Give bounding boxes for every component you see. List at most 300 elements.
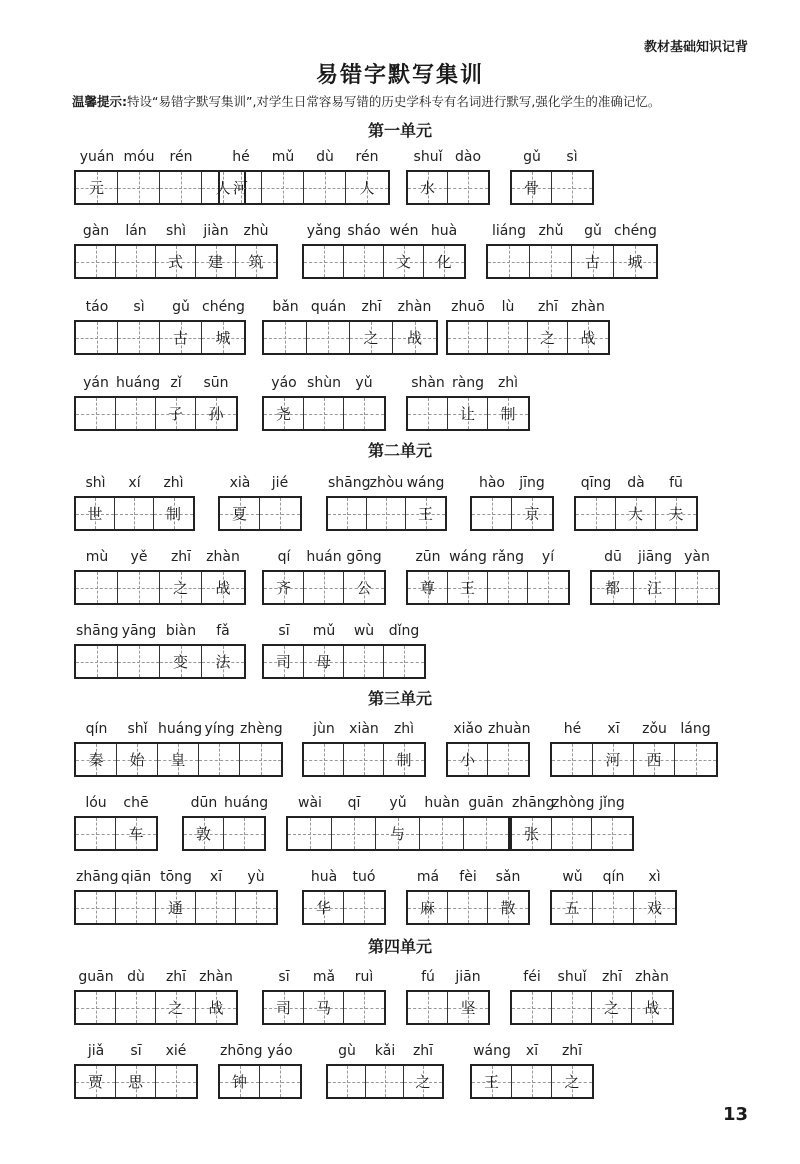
blank-char-cell[interactable] [512, 1066, 552, 1097]
pinyin-syllable: dù [127, 969, 145, 985]
pinyin-syllable: shàn [411, 375, 445, 391]
pinyin-syllable: yáo [267, 1043, 293, 1059]
pinyin-syllable: lóu [85, 795, 107, 811]
pinyin-syllable: shǐ [127, 721, 148, 737]
pinyin-syllable: wén [389, 223, 419, 239]
pinyin-line [448, 718, 531, 740]
given-char-cell [76, 1066, 116, 1097]
given-char: 战 [215, 579, 231, 597]
blank-char-cell[interactable] [118, 322, 160, 353]
given-char: 王 [417, 505, 433, 523]
pinyin-syllable: gǔ [584, 223, 602, 239]
blank-char-cell[interactable] [464, 818, 508, 849]
given-char: 敦 [195, 825, 211, 843]
pinyin-line [576, 472, 696, 494]
given-char-cell [552, 1066, 592, 1097]
blank-char-cell[interactable] [530, 246, 572, 277]
blank-char-cell[interactable] [76, 892, 116, 923]
given-char: 贾 [87, 1073, 103, 1091]
blank-char-cell[interactable] [448, 322, 488, 353]
pinyin-syllable: xié [165, 1043, 187, 1059]
pinyin-syllable: hé [232, 149, 250, 165]
pinyin-line [220, 146, 388, 168]
blank-char-cell[interactable] [328, 1066, 366, 1097]
pinyin-syllable: yáo [271, 375, 297, 391]
pinyin-line [264, 966, 384, 988]
given-char-cell [156, 992, 196, 1023]
given-char-cell [592, 992, 632, 1023]
given-char-cell [512, 498, 552, 529]
given-char-cell [408, 572, 448, 603]
blank-char-cell[interactable] [592, 818, 632, 849]
tianzige-grid [74, 742, 283, 777]
pinyin-syllable: mù [85, 549, 109, 565]
pinyin-syllable: zūn [415, 549, 441, 565]
given-char-cell [592, 572, 634, 603]
pinyin-line [76, 546, 244, 568]
unit-heading: 第一单元 [367, 121, 432, 140]
blank-char-cell[interactable] [76, 398, 116, 429]
given-char-cell [472, 1066, 512, 1097]
given-char: 人 [215, 179, 231, 197]
given-char-cell [184, 818, 224, 849]
tianzige-grid [550, 890, 677, 925]
given-char: 小 [459, 751, 475, 769]
pinyin-syllable: sūn [203, 375, 229, 391]
given-char-cell [568, 322, 608, 353]
tianzige-grid [406, 890, 530, 925]
pinyin-syllable: zhòng [552, 795, 595, 811]
pinyin-syllable: yǔ [355, 375, 373, 391]
given-char-cell [593, 744, 634, 775]
blank-char-cell[interactable] [224, 818, 264, 849]
pinyin-syllable: dǐng [388, 623, 420, 639]
pinyin-syllable: wǔ [562, 869, 583, 885]
blank-char-cell[interactable] [408, 992, 448, 1023]
given-char: 司 [275, 653, 291, 671]
pinyin-line [472, 472, 552, 494]
given-char: 制 [396, 751, 412, 769]
pinyin-syllable: wù [353, 623, 375, 639]
given-char-cell [634, 572, 676, 603]
blank-char-cell[interactable] [196, 892, 236, 923]
blank-char-cell[interactable] [160, 172, 202, 203]
given-char-cell [304, 992, 344, 1023]
blank-char-cell[interactable] [76, 246, 116, 277]
given-char: 化 [436, 253, 452, 271]
pinyin-syllable: gōng [346, 549, 382, 565]
pinyin-syllable: chéng [202, 299, 245, 315]
blank-char-cell[interactable] [264, 322, 307, 353]
blank-char-cell[interactable] [528, 572, 568, 603]
given-char-cell [264, 992, 304, 1023]
pinyin-syllable: jié [271, 475, 289, 491]
pinyin-syllable: móu [123, 149, 155, 165]
given-char: 通 [167, 899, 183, 917]
tianzige-grid [446, 320, 610, 355]
pinyin-syllable: shuǐ [557, 969, 587, 985]
pinyin-syllable: fú [421, 969, 435, 985]
given-char-cell [634, 892, 675, 923]
given-char-cell [220, 498, 260, 529]
tianzige-grid [74, 1064, 198, 1099]
blank-char-cell[interactable] [76, 646, 118, 677]
given-char-cell [76, 498, 115, 529]
given-char-cell [160, 572, 202, 603]
blank-char-cell[interactable] [260, 498, 300, 529]
pinyin-syllable: yuán [79, 149, 115, 165]
pinyin-line [512, 966, 672, 988]
given-char-cell [408, 172, 448, 203]
blank-char-cell[interactable] [288, 818, 332, 849]
tianzige-grid [550, 742, 718, 777]
pinyin-syllable: ruì [354, 969, 374, 985]
pinyin-line [76, 372, 236, 394]
blank-char-cell[interactable] [366, 1066, 404, 1097]
blank-char-cell[interactable] [304, 172, 346, 203]
pinyin-syllable: jiān [455, 969, 481, 985]
given-char: 之 [167, 999, 183, 1017]
blank-char-cell[interactable] [156, 1066, 196, 1097]
blank-char-cell[interactable] [488, 246, 530, 277]
pinyin-syllable: wài [298, 795, 322, 811]
given-char: 张 [523, 825, 539, 843]
blank-char-cell[interactable] [448, 892, 488, 923]
pinyin-syllable: jùn [313, 721, 335, 737]
given-char: 之 [415, 1073, 431, 1091]
pinyin-line [76, 296, 244, 318]
blank-char-cell[interactable] [262, 172, 304, 203]
pinyin-line [220, 1040, 300, 1062]
pinyin-syllable: zhàn [571, 299, 605, 315]
given-char-cell [76, 172, 118, 203]
pinyin-syllable: mǎ [312, 969, 336, 985]
pinyin-line [76, 718, 281, 740]
blank-char-cell[interactable] [236, 892, 276, 923]
given-char: 皇 [170, 751, 186, 769]
blank-char-cell[interactable] [332, 818, 376, 849]
pinyin-syllable: zhī [412, 1043, 434, 1059]
given-char-cell [393, 322, 436, 353]
pinyin-syllable: qī [347, 795, 361, 811]
blank-char-cell[interactable] [344, 646, 384, 677]
pinyin-line [408, 966, 488, 988]
tianzige-grid [574, 496, 698, 531]
tianzige-grid [262, 990, 386, 1025]
pinyin-syllable: sī [278, 623, 290, 639]
blank-char-cell[interactable] [384, 646, 424, 677]
given-char-cell [614, 246, 656, 277]
given-char-cell [160, 646, 202, 677]
given-char-cell [512, 818, 552, 849]
pinyin-line [304, 220, 464, 242]
given-char: 河 [605, 751, 621, 769]
given-char-cell [634, 744, 675, 775]
pinyin-syllable: zhī [537, 299, 559, 315]
blank-char-cell[interactable] [307, 322, 350, 353]
blank-char-cell[interactable] [488, 572, 528, 603]
given-char: 思 [127, 1073, 143, 1091]
pinyin-syllable: gǔ [172, 299, 190, 315]
page-number: 13 [722, 1104, 748, 1125]
pinyin-syllable: yíng [204, 721, 235, 737]
pinyin-syllable: sì [566, 149, 578, 165]
blank-char-cell[interactable] [304, 744, 344, 775]
blank-char-cell[interactable] [304, 246, 344, 277]
pinyin-line [264, 546, 384, 568]
given-char: 之 [564, 1073, 580, 1091]
blank-char-cell[interactable] [448, 172, 488, 203]
pinyin-line [220, 472, 300, 494]
blank-char-cell[interactable] [552, 992, 592, 1023]
blank-char-cell[interactable] [676, 572, 718, 603]
given-char-cell [404, 1066, 442, 1097]
blank-char-cell[interactable] [344, 744, 384, 775]
given-char: 孙 [208, 405, 224, 423]
pinyin-line [552, 718, 716, 740]
blank-char-cell[interactable] [76, 818, 116, 849]
blank-char-cell[interactable] [472, 498, 512, 529]
given-char-cell [448, 572, 488, 603]
given-char-cell [656, 498, 696, 529]
pinyin-syllable: shāng [328, 475, 371, 491]
pinyin-syllable: yù [247, 869, 265, 885]
tianzige-grid [486, 244, 658, 279]
pinyin-syllable: ràng [451, 375, 485, 391]
pinyin-syllable: sháo [347, 223, 381, 239]
given-char: 大 [627, 505, 643, 523]
given-char: 之 [172, 579, 188, 597]
pinyin-syllable: yǎng [306, 223, 342, 239]
given-char: 马 [315, 999, 331, 1017]
given-char: 法 [215, 653, 231, 671]
pinyin-syllable: qīng [580, 475, 612, 491]
tianzige-grid [74, 644, 246, 679]
blank-char-cell[interactable] [199, 744, 240, 775]
blank-char-cell[interactable] [116, 246, 156, 277]
pinyin-syllable: shāng [76, 623, 119, 639]
tianzige-grid [326, 1064, 444, 1099]
given-char: 之 [539, 329, 555, 347]
given-char: 始 [129, 751, 145, 769]
given-char: 文 [395, 253, 411, 271]
pinyin-syllable: zhì [497, 375, 519, 391]
tip-body: 特设“易错字默写集训”,对学生日常容易写错的历史学科专有名词进行默写,强化学生的准确记忆。 [127, 94, 661, 109]
given-char: 古 [584, 253, 600, 271]
unit-heading: 第二单元 [367, 441, 432, 460]
blank-char-cell[interactable] [328, 498, 367, 529]
pinyin-syllable: gǔ [523, 149, 541, 165]
pinyin-syllable: shì [85, 475, 106, 491]
pinyin-syllable: qín [85, 721, 108, 737]
blank-char-cell[interactable] [512, 992, 552, 1023]
tianzige-grid [74, 396, 238, 431]
given-char: 尧 [275, 405, 291, 423]
pinyin-syllable: bǎn [272, 299, 299, 315]
given-char-cell [616, 498, 656, 529]
pinyin-syllable: zhī [165, 969, 187, 985]
given-char-cell [572, 246, 614, 277]
tianzige-grid [262, 644, 426, 679]
blank-char-cell[interactable] [488, 322, 528, 353]
pinyin-syllable: lán [125, 223, 147, 239]
pinyin-syllable: zhàn [397, 299, 432, 315]
given-char: 江 [646, 579, 662, 597]
pinyin-line [264, 296, 436, 318]
given-char: 秦 [88, 751, 104, 769]
pinyin-syllable: zhī [561, 1043, 583, 1059]
given-char: 与 [389, 825, 405, 843]
blank-char-cell[interactable] [260, 1066, 300, 1097]
pinyin-syllable: xí [128, 475, 141, 491]
pinyin-syllable: kǎi [374, 1043, 396, 1059]
pinyin-syllable: zhuō [451, 299, 485, 315]
pinyin-syllable: guān [468, 795, 504, 811]
pinyin-syllable: mǔ [271, 149, 295, 165]
tianzige-grid [446, 742, 530, 777]
tianzige-grid [262, 570, 386, 605]
pinyin-syllable: gù [338, 1043, 356, 1059]
given-char: 夫 [668, 505, 684, 523]
given-char: 尊 [419, 579, 435, 597]
given-char: 五 [564, 899, 580, 917]
given-char-cell [264, 646, 304, 677]
pinyin-syllable: fǎ [216, 623, 230, 639]
pinyin-syllable: láng [680, 721, 711, 737]
given-char: 河 [232, 179, 248, 197]
pinyin-syllable: sī [130, 1043, 142, 1059]
blank-char-cell[interactable] [240, 744, 281, 775]
blank-char-cell[interactable] [552, 172, 592, 203]
blank-char-cell[interactable] [118, 572, 160, 603]
pinyin-syllable: zhǔ [538, 223, 564, 239]
given-char-cell [76, 744, 117, 775]
tianzige-grid [510, 990, 674, 1025]
given-char: 制 [165, 505, 181, 523]
given-char: 城 [215, 329, 231, 347]
blank-char-cell[interactable] [304, 398, 344, 429]
pinyin-line [552, 866, 675, 888]
tianzige-grid [74, 570, 246, 605]
given-char-cell [408, 892, 448, 923]
given-char: 母 [315, 653, 331, 671]
given-char: 华 [315, 899, 331, 917]
blank-char-cell[interactable] [344, 398, 384, 429]
given-char-cell [116, 1066, 156, 1097]
pinyin-syllable: huáng [116, 375, 161, 391]
header-tag: 教材基础知识记背 [643, 40, 748, 55]
blank-char-cell[interactable] [116, 992, 156, 1023]
pinyin-syllable: xī [525, 1043, 539, 1059]
pinyin-syllable: hé [563, 721, 582, 737]
given-char: 式 [167, 253, 183, 271]
pinyin-syllable: qí [277, 549, 291, 565]
tianzige-grid [302, 890, 386, 925]
blank-char-cell[interactable] [344, 992, 384, 1023]
blank-char-cell[interactable] [552, 744, 593, 775]
tianzige-grid [218, 1064, 302, 1099]
blank-char-cell[interactable] [593, 892, 634, 923]
pinyin-line [76, 220, 276, 242]
given-char-cell [264, 398, 304, 429]
given-char: 司 [275, 999, 291, 1017]
tianzige-grid [262, 320, 438, 355]
blank-char-cell[interactable] [408, 398, 448, 429]
blank-char-cell[interactable] [115, 498, 154, 529]
given-char-cell [156, 246, 196, 277]
pinyin-syllable: tuó [352, 869, 376, 885]
pinyin-syllable: xià [229, 475, 251, 491]
blank-char-cell[interactable] [116, 398, 156, 429]
given-char-cell [220, 1066, 260, 1097]
pinyin-line [328, 472, 445, 494]
pinyin-line [264, 620, 424, 642]
given-char-cell [196, 992, 236, 1023]
pinyin-line [304, 718, 424, 740]
tianzige-grid [406, 170, 490, 205]
given-char-cell [552, 892, 593, 923]
blank-char-cell[interactable] [344, 246, 384, 277]
tianzige-grid [302, 244, 466, 279]
blank-char-cell[interactable] [118, 172, 160, 203]
blank-char-cell[interactable] [76, 992, 116, 1023]
pinyin-syllable: yě [130, 549, 148, 565]
given-char-cell [116, 818, 156, 849]
pinyin-syllable: qiān [120, 869, 152, 885]
given-char-cell [156, 892, 196, 923]
blank-char-cell[interactable] [76, 572, 118, 603]
blank-char-cell[interactable] [344, 892, 384, 923]
blank-char-cell[interactable] [675, 744, 716, 775]
pinyin-line [592, 546, 718, 568]
given-char-cell [304, 646, 344, 677]
tianzige-grid [406, 990, 490, 1025]
page-title: 易错字默写集训 [315, 63, 484, 88]
blank-char-cell[interactable] [420, 818, 464, 849]
given-char-cell [304, 892, 344, 923]
pinyin-syllable: huà [310, 869, 338, 885]
pinyin-syllable: féi [523, 969, 541, 985]
blank-char-cell[interactable] [552, 818, 592, 849]
blank-char-cell[interactable] [118, 646, 160, 677]
pinyin-syllable: zhèng [240, 721, 283, 737]
pinyin-syllable: yàn [684, 549, 710, 565]
pinyin-syllable: mǔ [312, 623, 336, 639]
blank-char-cell[interactable] [76, 322, 118, 353]
tianzige-grid [470, 1064, 594, 1099]
blank-char-cell[interactable] [116, 892, 156, 923]
pinyin-line [448, 296, 608, 318]
given-char: 钟 [231, 1073, 247, 1091]
given-char: 散 [500, 899, 516, 917]
blank-char-cell[interactable] [576, 498, 616, 529]
blank-char-cell[interactable] [367, 498, 406, 529]
given-char-cell [154, 498, 193, 529]
pinyin-line [408, 372, 528, 394]
blank-char-cell[interactable] [304, 572, 344, 603]
given-char-cell [424, 246, 464, 277]
pinyin-syllable: zǐ [170, 375, 182, 391]
pinyin-syllable: wáng [473, 1043, 511, 1059]
pinyin-syllable: dū [604, 549, 622, 565]
pinyin-syllable: shùn [307, 375, 341, 391]
blank-char-cell[interactable] [488, 744, 528, 775]
given-char-cell [202, 322, 244, 353]
given-char: 车 [128, 825, 144, 843]
pinyin-line [76, 472, 193, 494]
tianzige-grid [286, 816, 510, 851]
pinyin-line [304, 866, 384, 888]
